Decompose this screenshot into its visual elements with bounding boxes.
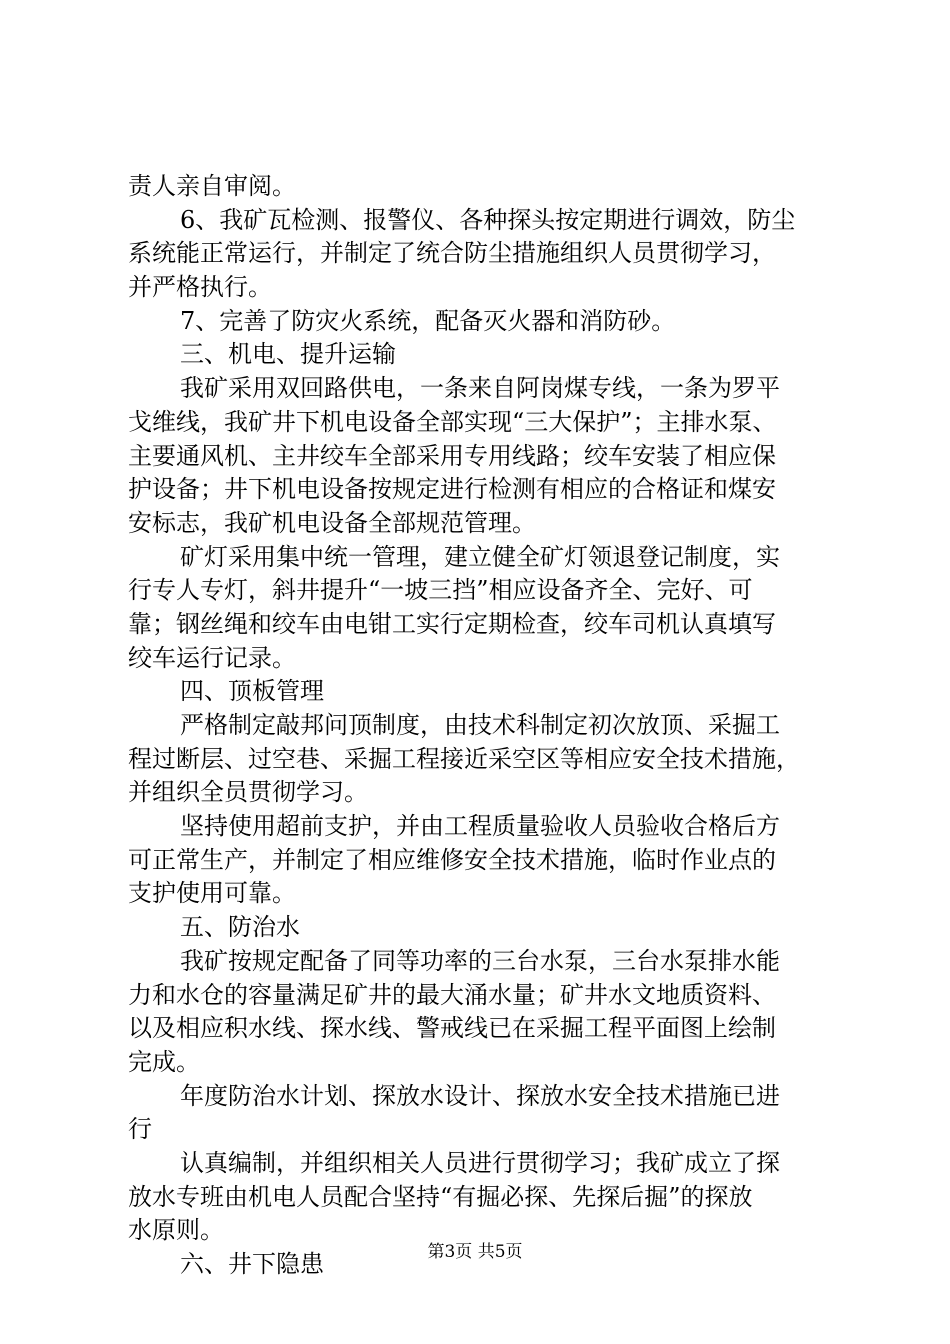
document-line: 支护使用可靠。 — [128, 879, 296, 908]
document-line: 主要通风机、主井绞车全部采用专用线路；绞车安装了相应保 — [128, 441, 776, 470]
document-line: 矿灯采用集中统一管理，建立健全矿灯领退登记制度，实 — [180, 542, 780, 571]
document-body — [128, 170, 834, 1282]
document-line: 认真编制，并组织相关人员进行贯彻学习；我矿成立了探 — [180, 1148, 780, 1177]
document-line: 年度防治水计划、探放水设计、探放水安全技术措施已进 — [180, 1081, 780, 1110]
document-line: 并严格执行。 — [128, 273, 272, 302]
document-line: 绞车运行记录。 — [128, 643, 296, 672]
document-line: 安标志，我矿机电设备全部规范管理。 — [128, 508, 536, 537]
document-line: 坚持使用超前支护，并由工程质量验收人员验收合格后方 — [180, 812, 780, 841]
page-footer: 第3页 共5页 — [427, 1242, 523, 1262]
document-line: 以及相应积水线、探水线、警戒线已在采掘工程平面图上绘制 — [128, 1014, 776, 1043]
document-line: 四、顶板管理 — [180, 677, 324, 706]
document-line: 行专人专灯，斜井提升“一坡三挡”相应设备齐全、完好、可 — [128, 576, 753, 605]
document-line: 戈维线，我矿井下机电设备全部实现“三大保护”；主排水泵、 — [128, 407, 777, 436]
document-line: 三、机电、提升运输 — [180, 340, 396, 369]
document-line: 严格制定敲邦问顶制度，由技术科制定初次放顶、采掘工 — [180, 711, 780, 739]
document-line: 6、我矿瓦检测、报警仪、各种探头按定期进行调效，防尘 — [180, 205, 796, 234]
document-line: 靠；钢丝绳和绞车由电钳工实行定期检查，绞车司机认真填写 — [128, 609, 776, 638]
document-line: 六、井下隐患 — [180, 1250, 324, 1278]
document-line: 水原则。 — [128, 1216, 224, 1245]
document-line: 责人亲自审阅。 — [128, 172, 296, 200]
document-line: 行 — [128, 1115, 152, 1144]
document-line: 完成。 — [128, 1047, 200, 1076]
document-line: 系统能正常运行，并制定了统合防尘措施组织人员贯彻学习， — [128, 239, 776, 268]
document-line: 7、完善了防灾火系统，配备灭火器和消防砂。 — [180, 306, 676, 335]
document-line: 我矿按规定配备了同等功率的三台水泵，三台水泵排水能 — [180, 946, 780, 975]
document-line: 放水专班由机电人员配合坚持“有掘必探、先探后掘”的探放 — [128, 1182, 753, 1211]
document-line: 五、防治水 — [180, 913, 300, 942]
document-line: 护设备；井下机电设备按规定进行检测有相应的合格证和煤安 — [128, 475, 776, 504]
document-line: 我矿采用双回路供电，一条来自阿岗煤专线，一条为罗平 — [180, 374, 780, 403]
document-line: 可正常生产，并制定了相应维修安全技术措施，临时作业点的 — [128, 845, 776, 874]
document-line: 力和水仓的容量满足矿井的最大涌水量；矿井水文地质资料、 — [128, 980, 776, 1009]
document-line: 程过断层、过空巷、采掘工程接近采空区等相应安全技术措施， — [128, 744, 800, 773]
document-line: 并组织全员贯彻学习。 — [128, 778, 368, 807]
